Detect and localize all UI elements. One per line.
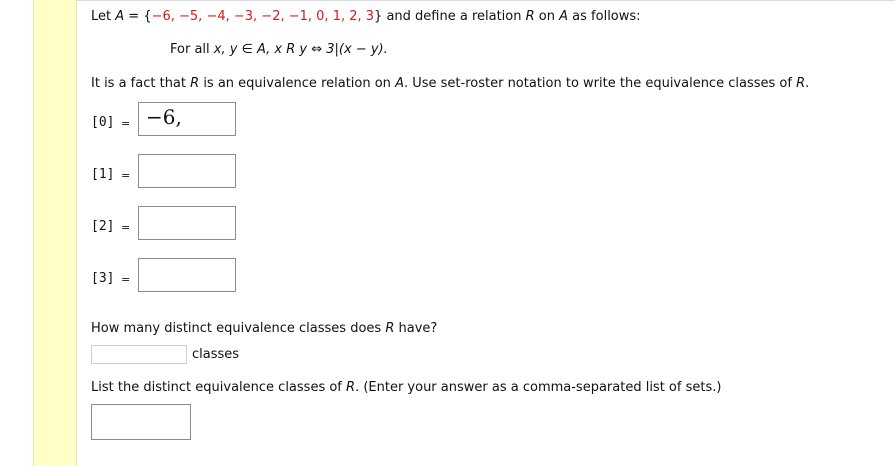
class-label-1: [1]: [91, 167, 115, 182]
intro-suffix-b: on: [534, 9, 560, 24]
intro-let: Let: [91, 9, 116, 24]
fact-prefix: It is a fact that: [91, 76, 191, 91]
class-label-0: [0]: [91, 115, 115, 130]
class-0-input[interactable]: [138, 102, 236, 136]
definition-math: x, y ∈ A, x R y ⇔ 3|(x − y).: [213, 42, 388, 57]
class-0-value: −6,: [146, 105, 182, 129]
count-question-end: have?: [394, 321, 438, 336]
class-count-unit: classes: [192, 347, 240, 362]
question-number-stripe: [33, 0, 77, 466]
class-1-input[interactable]: [138, 154, 236, 188]
relation-definition: [170, 42, 388, 57]
fact-r2: R: [796, 76, 806, 91]
class-eq-0: =: [121, 117, 131, 130]
count-question-text: How many distinct equivalence classes does: [91, 321, 386, 336]
class-count-input[interactable]: [91, 345, 187, 364]
definition-text: For all: [170, 42, 214, 57]
fact-dot: .: [805, 76, 810, 91]
fact-a: A: [395, 76, 404, 91]
class-3-input[interactable]: [138, 258, 236, 292]
class-label-3: [3]: [91, 271, 115, 286]
intro-set-var: A: [115, 9, 125, 24]
list-question-r: R: [346, 380, 356, 395]
count-question: [91, 321, 437, 336]
intro-suffix-a: } and define a relation: [374, 9, 526, 24]
set-elements: −6, −5, −4, −3, −2, −1, 0, 1, 2, 3: [151, 9, 375, 24]
list-question: [91, 380, 721, 395]
intro-suffix-c: as follows:: [568, 9, 641, 24]
class-eq-2: =: [121, 221, 131, 234]
left-margin: [0, 0, 33, 466]
class-eq-1: =: [121, 169, 131, 182]
class-list-input[interactable]: [91, 404, 191, 440]
intro-eq-open: = {: [124, 9, 152, 24]
intro-rel-var: R: [525, 9, 535, 24]
list-question-end: . (Enter your answer as a comma-separated list of sets.): [355, 380, 722, 395]
list-question-text: List the distinct equivalence classes of: [91, 380, 347, 395]
intro-set-var2: A: [559, 9, 569, 24]
class-eq-3: =: [121, 273, 131, 286]
top-divider: [76, 0, 895, 1]
fact-end: . Use set-roster notation to write the equivalence classes of: [403, 76, 797, 91]
intro-text: [91, 9, 641, 24]
class-label-2: [2]: [91, 219, 115, 234]
count-question-r: R: [385, 321, 395, 336]
fact-mid: is an equivalence relation on: [199, 76, 396, 91]
class-2-input[interactable]: [138, 206, 236, 240]
fact-text: [91, 76, 809, 91]
fact-r: R: [190, 76, 200, 91]
